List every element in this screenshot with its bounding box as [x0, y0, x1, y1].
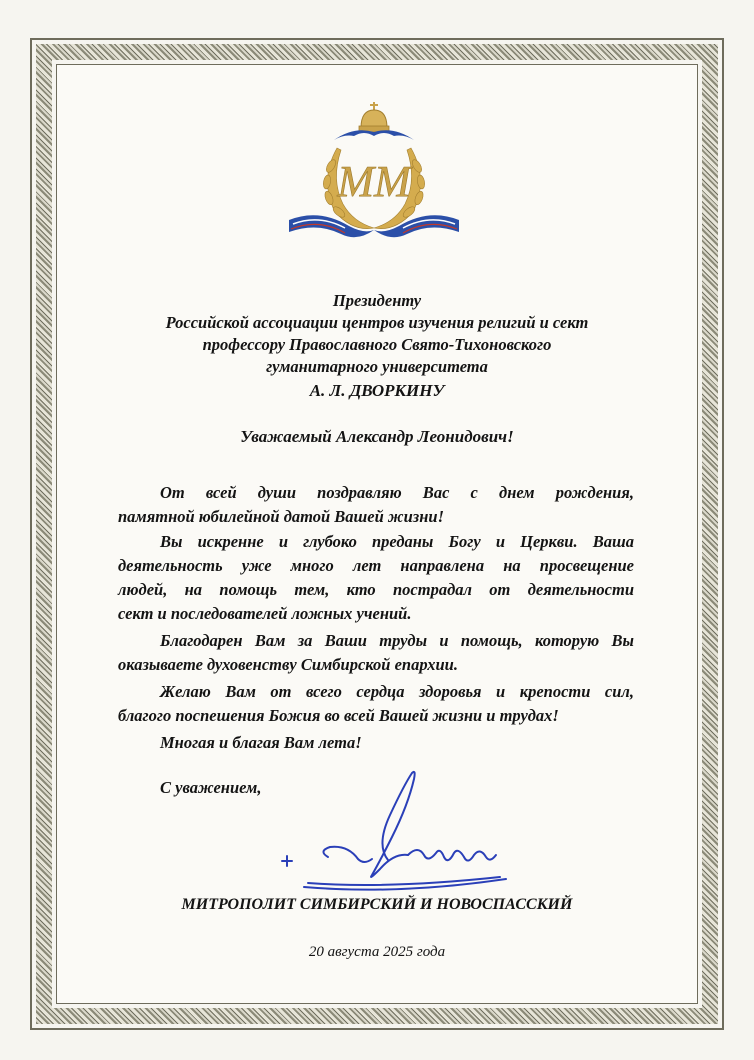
address-line-1: Президенту	[332, 291, 422, 310]
address-line-3: профессору Православного Свято-Тихоновского	[202, 335, 552, 354]
signature-icon	[268, 765, 518, 900]
body-line: сект и последователей ложных учений.	[118, 604, 412, 623]
letter-date: 20 августа 2025 года	[308, 944, 446, 960]
body-line: Многая и благая Вам лета!	[160, 733, 362, 752]
address-line-2: Российской ассоциации центров изучения религий и сект	[165, 313, 589, 332]
greeting: Уважаемый Александр Леонидович!	[240, 427, 514, 446]
monogram-text: ММ	[337, 157, 411, 206]
recipient-name: А. Л. ДВОРКИНУ	[309, 381, 445, 400]
address-line-4: гуманитарного университета	[266, 357, 488, 376]
body-line: деятельность уже много лет направлена на просвещение	[118, 556, 634, 575]
mitre-crown-icon	[359, 102, 389, 132]
body-line: оказываете духовенству Симбирской епархии.	[118, 655, 458, 674]
body-line: памятной юбилейной датой Вашей жизни!	[118, 507, 445, 526]
body-line: благого поспешения Божия во всей Вашей жизни и трудах!	[118, 706, 559, 725]
body-line: Желаю Вам от всего сердца здоровья и крепости сил,	[160, 682, 634, 701]
ribbon-icon	[289, 215, 459, 237]
body-line: От всей души поздравляю Вас с днем рождения,	[160, 483, 634, 502]
signer-title: МИТРОПОЛИТ СИМБИРСКИЙ И НОВОСПАССКИЙ	[181, 896, 573, 913]
body-line: людей, на помощь тем, кто пострадал от деятельности	[118, 580, 634, 599]
closing: С уважением,	[160, 778, 262, 797]
emblem-icon	[279, 100, 469, 248]
body-line: Вы искренне и глубоко преданы Богу и Церкви. Ваша	[160, 532, 634, 551]
body-line: Благодарен Вам за Ваши труды и помощь, которую Вы	[160, 631, 634, 650]
